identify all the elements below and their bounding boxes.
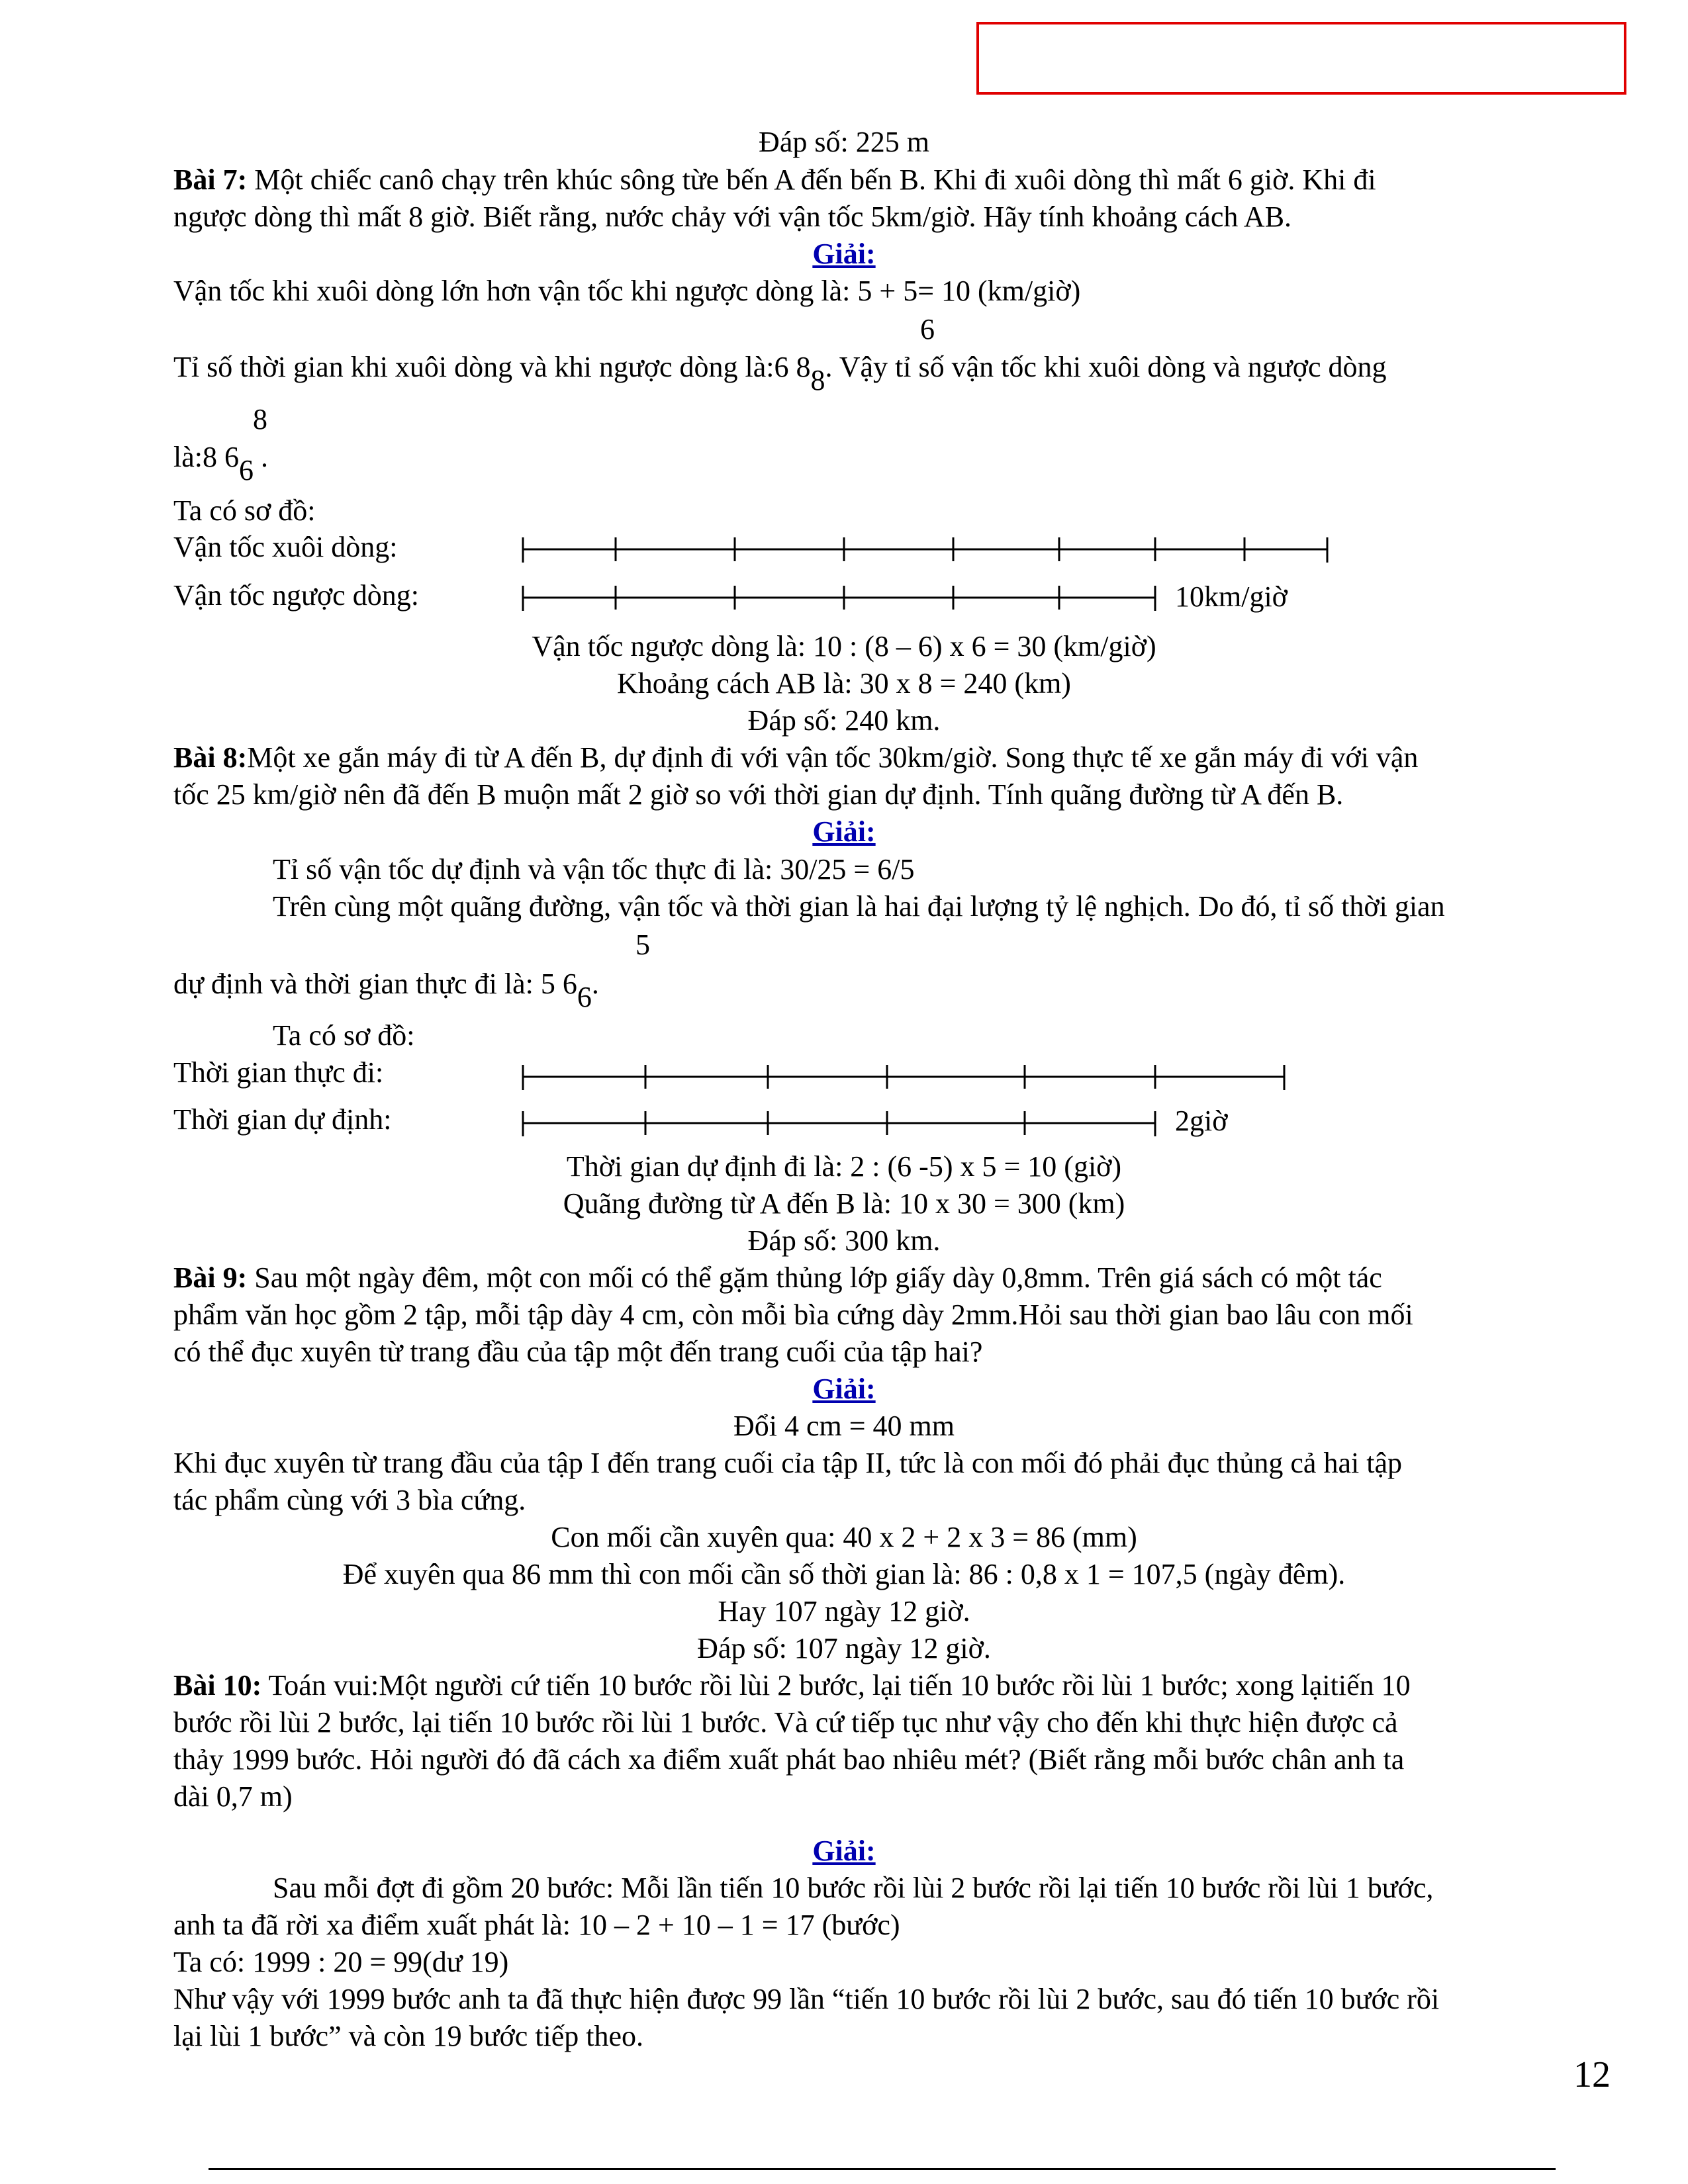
page-number: 12 — [1573, 2054, 1611, 2095]
bai10-step4: Như vậy với 1999 bước anh ta đã thực hiện được 99 lần “tiến 10 bước rồi lùi 2 bước, sau đó tiến 10 bước rồi — [173, 1983, 1440, 2015]
bai10-problem-line2: bước rồi lùi 2 bước, lại tiến 10 bước rồi lùi 1 bước. Và cứ tiếp tục như vậy cho đến khi thực hiện được cả — [173, 1706, 1398, 1739]
bai8-solution-heading: Giải: — [812, 815, 876, 848]
bai9-problem-line2: phẩm văn học gồm 2 tập, mỗi tập dày 4 cm, còn mỗi bìa cứng dày 2mm.Hỏi sau thời gian bao lâu con mối — [173, 1298, 1413, 1331]
bai8-calc2: Quãng đường từ A đến B là: 10 x 30 = 300 (km) — [563, 1187, 1125, 1220]
bai7-step1: Vận tốc khi xuôi dòng lớn hơn vận tốc khi ngược dòng là: 5 + 5= 10 (km/giờ) — [173, 275, 1081, 307]
bai7-calc1: Vận tốc ngược dòng là: 10 : (8 – 6) x 6 = 30 (km/giờ) — [532, 630, 1156, 662]
bai10-problem-line3: thảy 1999 bước. Hỏi người đó đã cách xa điểm xuất phát bao nhiêu mét? (Biết rằng mỗi bước chân anh ta — [173, 1743, 1405, 1776]
bai9-calc2: Để xuyên qua 86 mm thì con mối cần số thời gian là: 86 : 0,8 x 1 = 107,5 (ngày đêm). — [342, 1558, 1346, 1590]
bai10-solution-heading: Giải: — [812, 1835, 876, 1867]
bai9-calc1: Con mối cần xuyên qua: 40 x 2 + 2 x 3 = 86 (mm) — [551, 1521, 1137, 1553]
bai10-step1: Sau mỗi đợt đi gồm 20 bước: Mỗi lần tiến 10 bước rồi lùi 2 bước rồi lại tiến 10 bước rồi lùi 1 bước, — [273, 1872, 1434, 1904]
bai10-step5: lại lùi 1 bước” và còn 19 bước tiếp theo. — [173, 2020, 644, 2052]
bai9-step1: Đổi 4 cm = 40 mm — [733, 1410, 955, 1442]
bai7-problem-line1: Bài 7: Một chiếc canô chạy trên khúc sông từe bến A đến bến B. Khi đi xuôi dòng thì mất 6 giờ. Khi đi — [173, 163, 1376, 196]
bai7-solution-heading: Giải: — [812, 238, 876, 270]
bai7-step2: Tỉ số thời gian khi xuôi dòng và khi ngược dòng là:6 88. Vậy tỉ số vận tốc khi xuôi dòng và ngược dòng — [173, 351, 1387, 396]
bai7-label: Bài 7: — [173, 163, 248, 196]
bai8-label: Bài 8: — [173, 741, 248, 774]
bai8-row2-label: Thời gian dự định: — [173, 1103, 392, 1136]
bai8-row1-label: Thời gian thực đi: — [173, 1056, 384, 1089]
bai10-problem-line4: dài 0,7 m) — [173, 1780, 293, 1813]
bai8-fraction-numerator: 5 — [635, 929, 650, 961]
bai8-problem-line1: Bài 8:Một xe gắn máy đi từ A đến B, dự định đi với vận tốc 30km/giờ. Song thực tế xe gắn máy đi với vận — [173, 741, 1419, 774]
bai8-step1: Tỉ số vận tốc dự định và vận tốc thực đi là: 30/25 = 6/5 — [273, 853, 915, 886]
bai8-problem-line2: tốc 25 km/giờ nên đã đến B muộn mất 2 giờ so với thời gian dự định. Tính quãng đường từ A đến B. — [173, 778, 1344, 811]
bai8-calc1: Thời gian dự định đi là: 2 : (6 -5) x 5 = 10 (giờ) — [566, 1150, 1122, 1183]
bai9-problem-line3: có thể đục xuyên từ trang đầu của tập một đến trang cuối của tập hai? — [173, 1336, 983, 1368]
bai8-row2-note: 2giờ — [1175, 1105, 1228, 1137]
bai9-label: Bài 9: — [173, 1261, 248, 1294]
bai7-row2-note: 10km/giờ — [1175, 580, 1288, 613]
bai8-step3: dự định và thời gian thực đi là: 5 66. — [173, 968, 599, 1013]
bai9-step3: tác phẩm cùng với 3 bìa cứng. — [173, 1484, 526, 1516]
bai7-diagram-intro: Ta có sơ đồ: — [173, 494, 316, 527]
bai10-step3: Ta có: 1999 : 20 = 99(dư 19) — [173, 1946, 509, 1978]
top-answer: Đáp số: 225 m — [759, 126, 929, 158]
bai7-answer: Đáp số: 240 km. — [747, 704, 941, 737]
bai7-step3: là:8 66 . — [173, 441, 268, 486]
bai7-row1-label: Vận tốc xuôi dòng: — [173, 531, 398, 563]
bai10-step2: anh ta đã rời xa điểm xuất phát là: 10 – 2 + 10 – 1 = 17 (bước) — [173, 1909, 900, 1941]
bai10-problem-line1: Bài 10: Toán vui:Một người cứ tiến 10 bước rồi lùi 2 bước, lại tiến 10 bước rồi lùi 1 bước; xong lạitiến 10 — [173, 1669, 1411, 1702]
bai7-problem-line2: ngược dòng thì mất 8 giờ. Biết rằng, nước chảy với vận tốc 5km/giờ. Hãy tính khoảng cách AB. — [173, 201, 1292, 233]
bai8-diagram-intro: Ta có sơ đồ: — [273, 1019, 415, 1052]
footer-rule — [209, 2168, 1556, 2170]
bai8-answer: Đáp số: 300 km. — [747, 1224, 941, 1257]
bai9-step2: Khi đục xuyên từ trang đầu của tập I đến trang cuối cỉa tập II, tức là con mối đó phải đục thủng cả hai tập — [173, 1447, 1402, 1479]
bai7-fraction1-numerator: 6 — [920, 313, 935, 345]
bai7-row2-label: Vận tốc ngược dòng: — [173, 579, 419, 612]
bai9-calc3: Hay 107 ngày 12 giờ. — [718, 1595, 970, 1627]
bai9-solution-heading: Giải: — [812, 1373, 876, 1405]
bai9-answer: Đáp số: 107 ngày 12 giờ. — [697, 1632, 991, 1664]
bai9-problem-line1: Bài 9: Sau một ngày đêm, một con mối có thể gặm thủng lớp giấy dày 0,8mm. Trên giá sách có một tác — [173, 1261, 1382, 1294]
bai10-label: Bài 10: — [173, 1669, 262, 1702]
bai7-fraction2-numerator: 8 — [253, 403, 267, 435]
bai7-calc2: Khoảng cách AB là: 30 x 8 = 240 (km) — [617, 667, 1071, 700]
bai8-step2: Trên cùng một quãng đường, vận tốc và thời gian là hai đại lượng tỷ lệ nghịch. Do đó, tỉ số thời gian — [273, 890, 1445, 923]
